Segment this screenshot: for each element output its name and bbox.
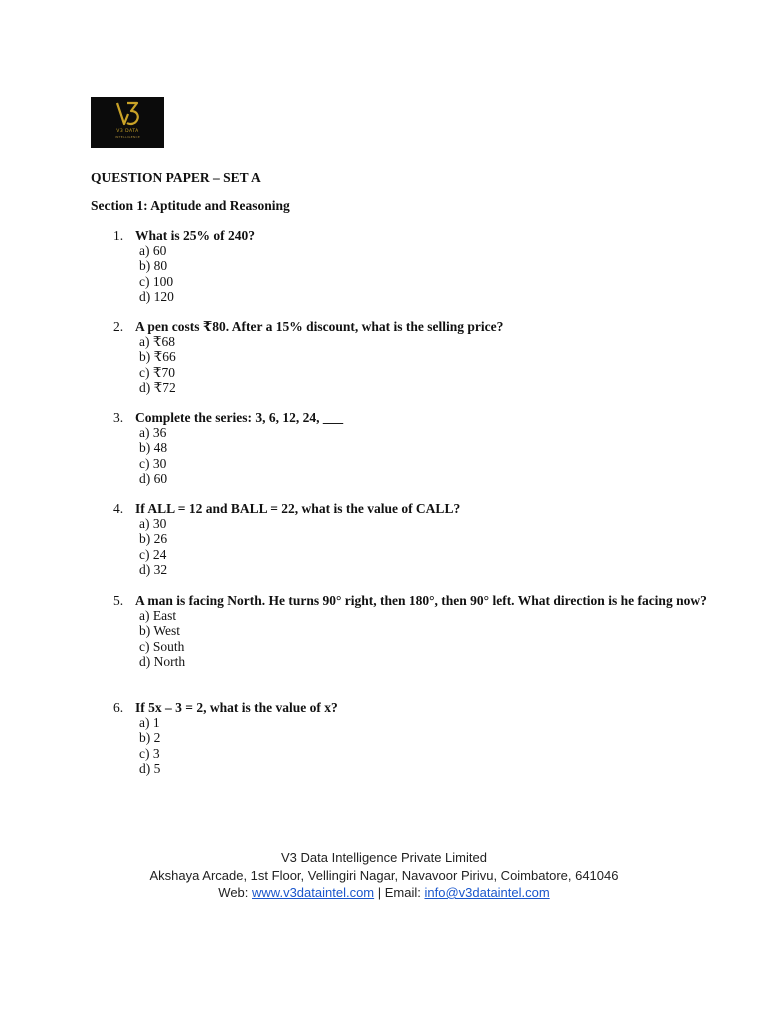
answer-option: b) 80 xyxy=(139,258,168,274)
answer-option: d) 120 xyxy=(139,288,174,304)
option-list xyxy=(139,425,713,486)
option-list xyxy=(139,608,713,669)
option-list xyxy=(139,516,713,577)
question-number: 2. xyxy=(113,319,124,334)
question-item xyxy=(113,501,713,577)
question-text: A man is facing North. He turns 90° right, then 180°, then 90° left. What direction is he facing now? xyxy=(135,593,707,608)
question-text: If 5x – 3 = 2, what is the value of x? xyxy=(135,700,338,715)
question-item xyxy=(113,593,713,669)
question-number: 3. xyxy=(113,410,124,425)
footer-separator: | Email: xyxy=(374,885,425,900)
question-item xyxy=(113,410,713,486)
footer-web-label: Web: xyxy=(218,885,253,900)
answer-option: c) South xyxy=(139,638,185,654)
answer-option: a) East xyxy=(139,608,177,624)
answer-option: b) 2 xyxy=(139,730,161,746)
page-title: QUESTION PAPER – SET A xyxy=(91,170,261,185)
question-number: 1. xyxy=(113,228,124,243)
answer-option: a) 60 xyxy=(139,243,167,259)
answer-option: d) 5 xyxy=(139,760,161,776)
question-text: A pen costs ₹80. After a 15% discount, what is the selling price? xyxy=(135,319,504,334)
website-link[interactable]: www.v3dataintel.com xyxy=(252,885,375,900)
answer-option: b) 48 xyxy=(139,440,168,456)
option-list xyxy=(139,334,713,395)
question-number: 4. xyxy=(113,501,124,516)
footer-address: Akshaya Arcade, 1st Floor, Vellingiri Nagar, Navavoor Pirivu, Coimbatore, 641046 xyxy=(149,867,619,883)
footer-contact xyxy=(0,884,768,902)
answer-option: d) North xyxy=(139,653,186,669)
answer-option: a) ₹68 xyxy=(139,334,175,350)
v3-logo-icon xyxy=(115,100,141,128)
answer-option: c) 30 xyxy=(139,455,167,471)
answer-option: a) 36 xyxy=(139,425,167,441)
question-item xyxy=(113,228,713,304)
logo-tagline-text: INTELLIGENCE xyxy=(114,135,141,139)
answer-option: a) 30 xyxy=(139,516,167,532)
answer-option: b) ₹66 xyxy=(139,349,176,365)
page-footer xyxy=(0,849,768,902)
email-link[interactable]: info@v3dataintel.com xyxy=(424,885,550,900)
option-list xyxy=(139,715,713,776)
answer-option: d) 60 xyxy=(139,470,168,486)
answer-option: b) West xyxy=(139,623,181,639)
answer-option: d) ₹72 xyxy=(139,379,176,395)
question-number: 5. xyxy=(113,593,124,608)
answer-option: a) 1 xyxy=(139,715,160,731)
answer-option: b) 26 xyxy=(139,531,168,547)
answer-option: c) ₹70 xyxy=(139,364,175,380)
question-item xyxy=(113,319,713,395)
question-text: If ALL = 12 and BALL = 22, what is the value of CALL? xyxy=(135,501,461,516)
option-list xyxy=(139,243,713,304)
question-text: What is 25% of 240? xyxy=(135,228,256,243)
section-heading: Section 1: Aptitude and Reasoning xyxy=(91,198,290,213)
answer-option: c) 3 xyxy=(139,745,160,761)
logo-brand-text: V3 DATA xyxy=(116,129,139,134)
question-number: 6. xyxy=(113,700,124,715)
company-logo xyxy=(91,97,164,148)
question-item xyxy=(113,700,713,776)
question-text: Complete the series: 3, 6, 12, 24, ___ xyxy=(135,410,344,425)
footer-company: V3 Data Intelligence Private Limited xyxy=(281,850,487,865)
answer-option: c) 100 xyxy=(139,273,174,289)
answer-option: c) 24 xyxy=(139,546,167,562)
answer-option: d) 32 xyxy=(139,561,168,577)
